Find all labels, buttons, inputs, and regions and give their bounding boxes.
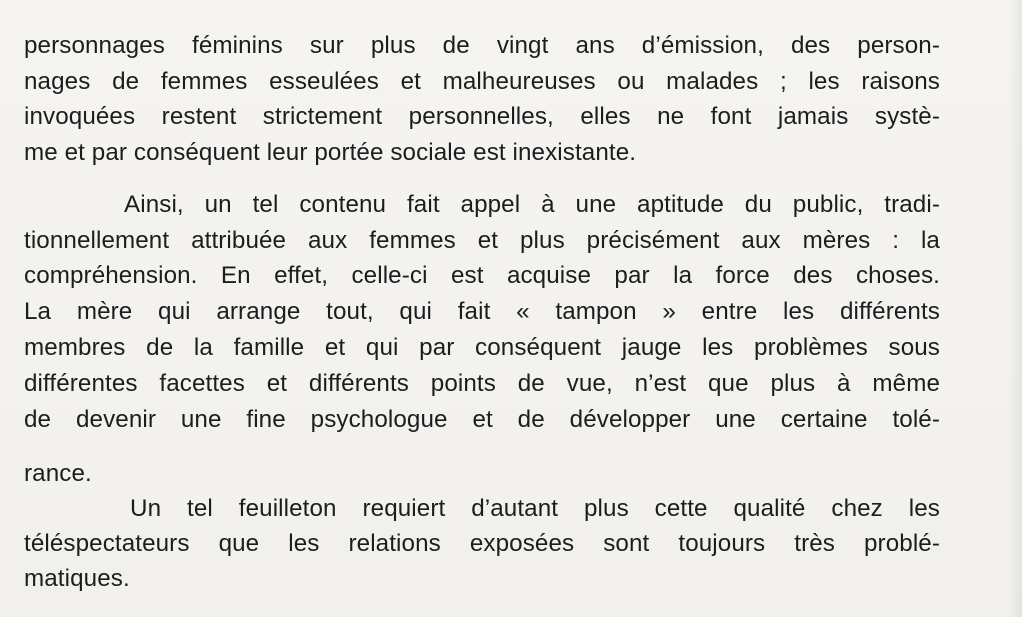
text-line-10: différentes facettes et différents points de vue, n’est que plus à même bbox=[24, 370, 940, 397]
text-line-8: La mère qui arrange tout, qui fait « tampon » entre les différents bbox=[24, 298, 940, 325]
text-line-11: de devenir une fine psychologue et de développer une certaine tolé- bbox=[24, 406, 940, 433]
text-line-6: tionnellement attribuée aux femmes et plus précisément aux mères : la bbox=[24, 227, 940, 254]
text-line-7: compréhension. En effet, celle-ci est acquise par la force des choses. bbox=[24, 262, 940, 289]
text-line-13: Un tel feuilleton requiert d’autant plus cette qualité chez les bbox=[130, 495, 940, 522]
text-line-4: me et par conséquent leur portée sociale est inexistante. bbox=[24, 139, 637, 166]
clipped-next-line-fragment bbox=[740, 606, 960, 617]
text-line-5: Ainsi, un tel contenu fait appel à une aptitude du public, tradi- bbox=[124, 191, 940, 218]
text-line-12: rance. bbox=[24, 460, 92, 487]
text-line-15: matiques. bbox=[24, 565, 130, 592]
text-line-9: membres de la famille et qui par conséquent jauge les problèmes sous bbox=[24, 334, 940, 361]
text-line-3: invoquées restent strictement personnelles, elles ne font jamais systè- bbox=[24, 103, 940, 130]
text-line-14: téléspectateurs que les relations exposées sont toujours très problé- bbox=[24, 530, 940, 557]
text-line-2: nages de femmes esseulées et malheureuses ou malades ; les raisons bbox=[24, 68, 940, 95]
page-edge-shadow bbox=[1008, 0, 1022, 617]
text-line-1: personnages féminins sur plus de vingt ans d’émission, des person- bbox=[24, 32, 940, 59]
